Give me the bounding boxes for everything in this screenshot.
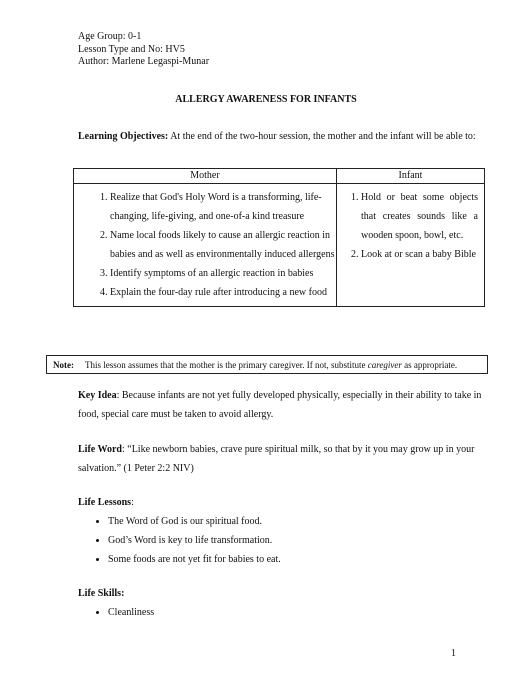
- life-word: [78, 440, 488, 478]
- age-group: Age Group: 0-1: [78, 31, 142, 42]
- infant-item: 1. Hold or beat some objects that creates sounds like a wooden spoon, bowl, etc.: [361, 188, 478, 245]
- mother-list: [74, 188, 336, 302]
- mother-item: 3. Identify symptoms of an allergic reaction in babies: [110, 264, 336, 283]
- list-item: • God’s Word is key to life transformation.: [108, 531, 488, 550]
- note-box: [46, 355, 488, 374]
- infant-cell: [337, 184, 485, 307]
- objectives-label: Learning Objectives:: [78, 131, 169, 142]
- infant-header: Infant: [337, 169, 485, 184]
- author: Author: Marlene Legaspi-Munar: [78, 56, 210, 67]
- life-lessons-label: Life Lessons: [78, 497, 132, 508]
- mother-item: 1. Realize that God's Holy Word is a transforming, life-changing, life-giving, and one-of-a kind treasure: [110, 188, 336, 226]
- note-text: This lesson assumes that the mother is the primary caregiver. If not, substitute caregiver as appropriate.: [85, 360, 458, 370]
- key-idea: [78, 386, 488, 424]
- learning-objectives: [78, 127, 488, 146]
- infant-list: [337, 188, 484, 264]
- document-title: ALLERGY AWARENESS FOR INFANTS: [175, 94, 357, 105]
- infant-item: 2. Look at or scan a baby Bible: [361, 245, 478, 264]
- life-word-label: Life Word: [78, 444, 122, 455]
- objectives-table: [73, 168, 485, 307]
- mother-item: 4. Explain the four-day rule after introducing a new food: [110, 283, 336, 302]
- key-idea-text: : Because infants are not yet fully developed physically, especially in their ability to take in food, special care must be taken to avoid allergy.: [78, 390, 482, 420]
- life-lessons-list: [78, 512, 488, 569]
- list-item: • Cleanliness: [108, 603, 488, 622]
- life-skills: [78, 584, 488, 622]
- lesson-type: Lesson Type and No: HV5: [78, 43, 185, 55]
- life-skills-label: Life Skills:: [78, 588, 125, 599]
- page-number: 1: [451, 648, 456, 659]
- key-idea-label: Key Idea: [78, 390, 117, 401]
- note-label: Note:: [53, 360, 74, 370]
- mother-item: 2. Name local foods likely to cause an allergic reaction in babies and as well as environmentally induced allergens: [110, 226, 336, 264]
- life-lessons: Life Lessons: • The Word of God is our spiritual food. • God’s Word is key to life transformation. • Some foods are not yet fit for babies to eat.: [78, 493, 488, 569]
- list-item: • The Word of God is our spiritual food.: [108, 512, 488, 531]
- mother-cell: [74, 184, 337, 307]
- mother-header: Mother: [74, 169, 337, 184]
- header-meta: [78, 31, 209, 69]
- list-item: • Some foods are not yet fit for babies to eat.: [108, 550, 488, 569]
- life-word-text: : “Like newborn babies, crave pure spiritual milk, so that by it you may grow up in your salvation.” (1 Peter 2:2 NIV): [78, 444, 475, 474]
- life-skills-list: [78, 603, 488, 622]
- objectives-text: At the end of the two-hour session, the mother and the infant will be able to:: [168, 131, 476, 142]
